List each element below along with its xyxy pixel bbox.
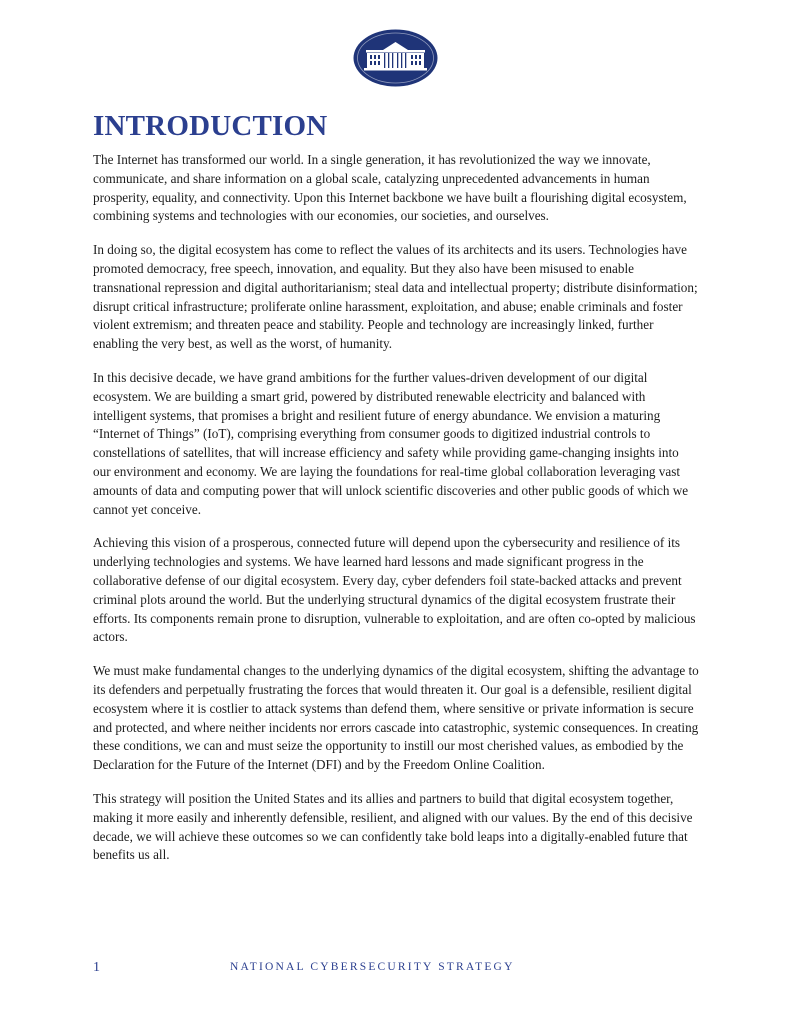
- paragraph: The Internet has transformed our world. In a single generation, it has revolutionized the way we innovate, communicate, and share information on a global scale, catalyzing unprecedented advancements in human prosperity, equality, and connectivity. Upon this Internet backbone we have built a flourishing digital ecosystem, combining systems and technologies with our economies, our societies, and ourselves.: [93, 152, 687, 224]
- paragraph: We must make fundamental changes to the underlying dynamics of the digital ecosystem, shifting the advantage to its defenders and perpetually frustrating the forces that would threaten it. Our goal is a defensible, resilient digital ecosystem where it is costlier to attack systems than defend them, where sensitive or private information is secure and protected, and where neither incidents nor errors cascade into catastrophic, systemic consequences. In creating these conditions, we can and must seize the opportunity to instill our most cherished values, as embodied by the Declaration for the Future of the Internet (DFI) and by the Freedom Online Coalition.: [93, 663, 699, 773]
- page-number: 1: [93, 960, 100, 975]
- paragraph: In this decisive decade, we have grand ambitions for the further values-driven development of our digital ecosystem. We are building a smart grid, powered by distributed renewable electricity and balanced with intelligent systems, that promises a bright and resilient future of energy abundance. We envision a maturing “Internet of Things” (IoT), comprising everything from consumer goods to digitized industrial controls to constellations of satellites, that will increase efficiency and safety while providing game-changing insights into our environment and economy. We are laying the foundations for real-time global collaboration leveraging vast amounts of data and computing power that will unlock scientific discoveries and other public goods of which we cannot yet conceive.: [93, 369, 689, 517]
- paragraph: This strategy will position the United States and its allies and partners to build that digital ecosystem together, making it more easily and inherently defensible, resilient, and aligned with our values. By the end of this decisive decade, we will achieve these outcomes so we can confidently take bold leaps into a digitally-enabled future that benefits us all.: [93, 790, 693, 863]
- page-title: INTRODUCTION: [93, 110, 328, 142]
- paragraph: In doing so, the digital ecosystem has come to reflect the values of its architects and its users. Technologies have promoted democracy, free speech, innovation, and equality. But they also have been misused to enable transnational repression and digital authoritarianism; steal data and intellectual property; distribute disinformation; disrupt critical infrastructure; proliferate online harassment, exploitation, and abuse; enable criminals and foster violent extremism; and threaten peace and stability. People and technology are increasingly linked, further enabling the very best, as well as the worst, of humanity.: [93, 242, 698, 352]
- running-title: NATIONAL CYBERSECURITY STRATEGY: [230, 961, 515, 973]
- page-footer: [93, 960, 699, 980]
- body-text: [93, 151, 699, 880]
- white-house-seal-icon: [353, 29, 438, 87]
- paragraph: Achieving this vision of a prosperous, connected future will depend upon the cybersecurity and resilience of its underlying technologies and systems. We have learned hard lessons and made significant progress in the collaborative defense of our digital ecosystem. Every day, cyber defenders foil state-backed attacks and prevent criminal plots around the world. But the underlying structural dynamics of the digital ecosystem frustrate their efforts. Its components remain prone to disruption, vulnerable to exploitation, and are often co-opted by malicious actors.: [93, 535, 696, 645]
